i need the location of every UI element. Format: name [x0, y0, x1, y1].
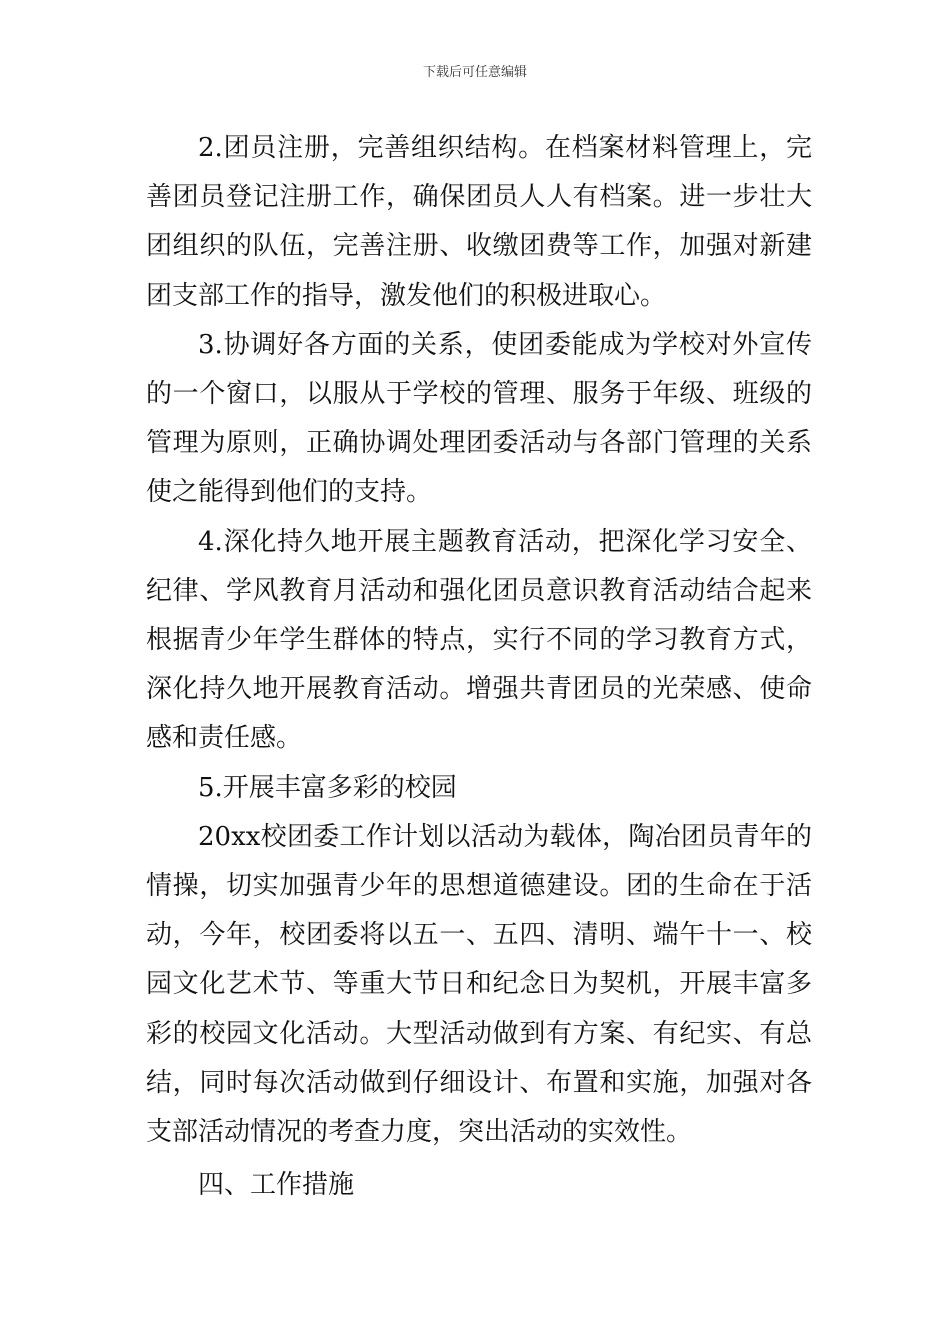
document-body [146, 124, 812, 1210]
paragraph-theme-education: 4.深化持久地开展主题教育活动，把深化学习安全、纪律、学风教育月活动和强化团员意识教育活动结合起来根据青少年学生群体的特点，实行不同的学习教育方式，深化持久地开展教育活动。增强共青团员的光荣感、使命感和责任感。 [146, 526, 812, 754]
paragraph-campus-activities-title: 5.开展丰富多彩的校园 [198, 772, 457, 803]
section-heading-work-measures: 四、工作措施 [198, 1170, 355, 1201]
paragraph-coordinate-relations: 3.协调好各方面的关系，使团委能成为学校对外宣传的一个窗口，以服从于学校的管理、服务于年级、班级的管理为原则，正确协调处理团委活动与各部门管理的关系使之能得到他们的支持。 [146, 329, 812, 508]
paragraph-member-registration: 2.团员注册，完善组织结构。在档案材料管理上，完善团员登记注册工作，确保团员人人有档案。进一步壮大团组织的队伍，完善注册、收缴团费等工作，加强对新建团支部工作的指导，激发他们的积极进取心。 [146, 133, 812, 311]
page-header-note: 下载后可任意编辑 [422, 65, 527, 80]
paragraph-activity-plan: 20xx校团委工作计划以活动为载体，陶冶团员青年的情操，切实加强青少年的思想道德建设。团的生命在于活动，今年，校团委将以五一、五四、清明、端午十一、校园文化艺术节、等重大节日和纪念日为契机，开展丰富多彩的校园文化活动。大型活动做到有方案、有纪实、有总结，同时每次活动做到仔细设计、布置和实施，加强对各支部活动情况的考查力度，突出活动的实效性。 [146, 821, 812, 1148]
